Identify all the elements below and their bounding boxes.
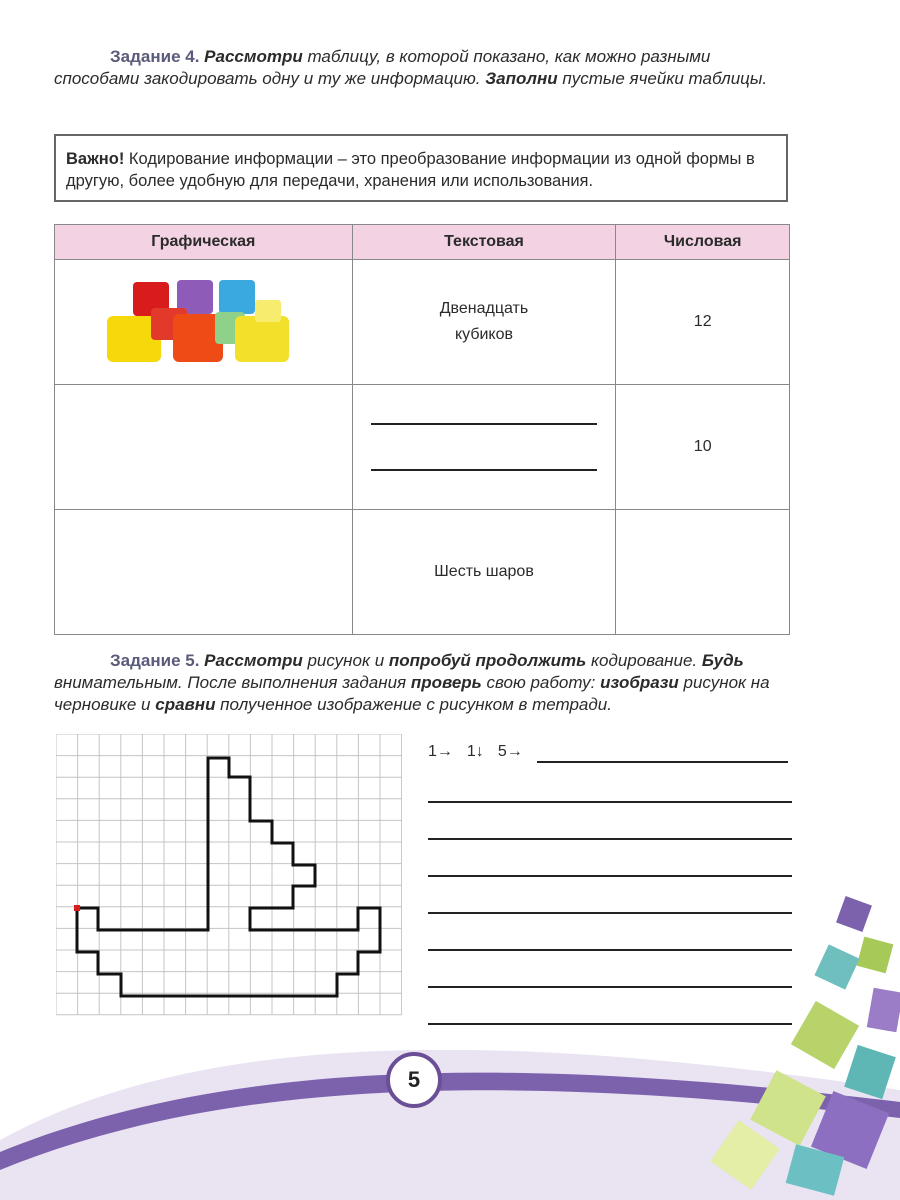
col-graphic: Графическая (55, 225, 353, 260)
answer-line[interactable] (537, 741, 788, 763)
col-number: Числовая (616, 225, 790, 260)
answer-line[interactable] (428, 803, 792, 840)
table-row (55, 260, 790, 385)
step-right-1: 1→ (428, 743, 453, 760)
number-cell: 10 (616, 385, 790, 510)
graphic-empty-cell[interactable] (55, 385, 353, 510)
table-header-row (55, 225, 790, 260)
colored-cubes-image (103, 270, 303, 370)
coding-sequence (428, 738, 792, 766)
answer-line[interactable] (371, 423, 597, 425)
step-right-5: 5→ (497, 743, 523, 760)
table-row (55, 385, 790, 510)
answer-line[interactable] (428, 840, 792, 877)
text-cell: Шесть шаров (352, 510, 616, 635)
important-text: Кодирование информации – это преобразование информации из одной формы в другую, более удобную для передачи, хранения или использования. (66, 150, 755, 190)
task4-instructions: Задание 4. Рассмотри таблицу, в которой показано, как можно разными способами закодировать одну и ту же информацию. Заполни пустые ячейки таблицы. (54, 47, 768, 88)
encoding-table (54, 224, 790, 635)
important-box (54, 134, 788, 202)
answer-line[interactable] (371, 469, 597, 471)
answer-line[interactable] (428, 766, 792, 803)
page-number: 5 (386, 1052, 442, 1108)
text-cell: Двенадцать кубиков (352, 260, 616, 385)
text-answer-cell[interactable] (352, 385, 616, 510)
table-row (55, 510, 790, 635)
graphic-empty-cell[interactable] (55, 510, 353, 635)
step-down-1: 1↓ (466, 743, 484, 760)
number-cell: 12 (616, 260, 790, 385)
number-empty-cell[interactable] (616, 510, 790, 635)
task5-label: Задание 5. (110, 651, 200, 670)
task4-label: Задание 4. (110, 47, 200, 66)
task5-instructions: Задание 5. Рассмотри рисунок и попробуй продолжить кодирование. Будь внимательным. После выполнения задания проверь свою работу: изобрази рисунок на черновике и сравни полученное изображение с рисунком в тетради. (54, 651, 770, 714)
decorative-diamonds (710, 896, 900, 1196)
important-heading: Важно! (66, 150, 125, 168)
col-text: Текстовая (352, 225, 616, 260)
cubes-image-cell (55, 260, 353, 385)
footer-decoration (0, 880, 900, 1200)
